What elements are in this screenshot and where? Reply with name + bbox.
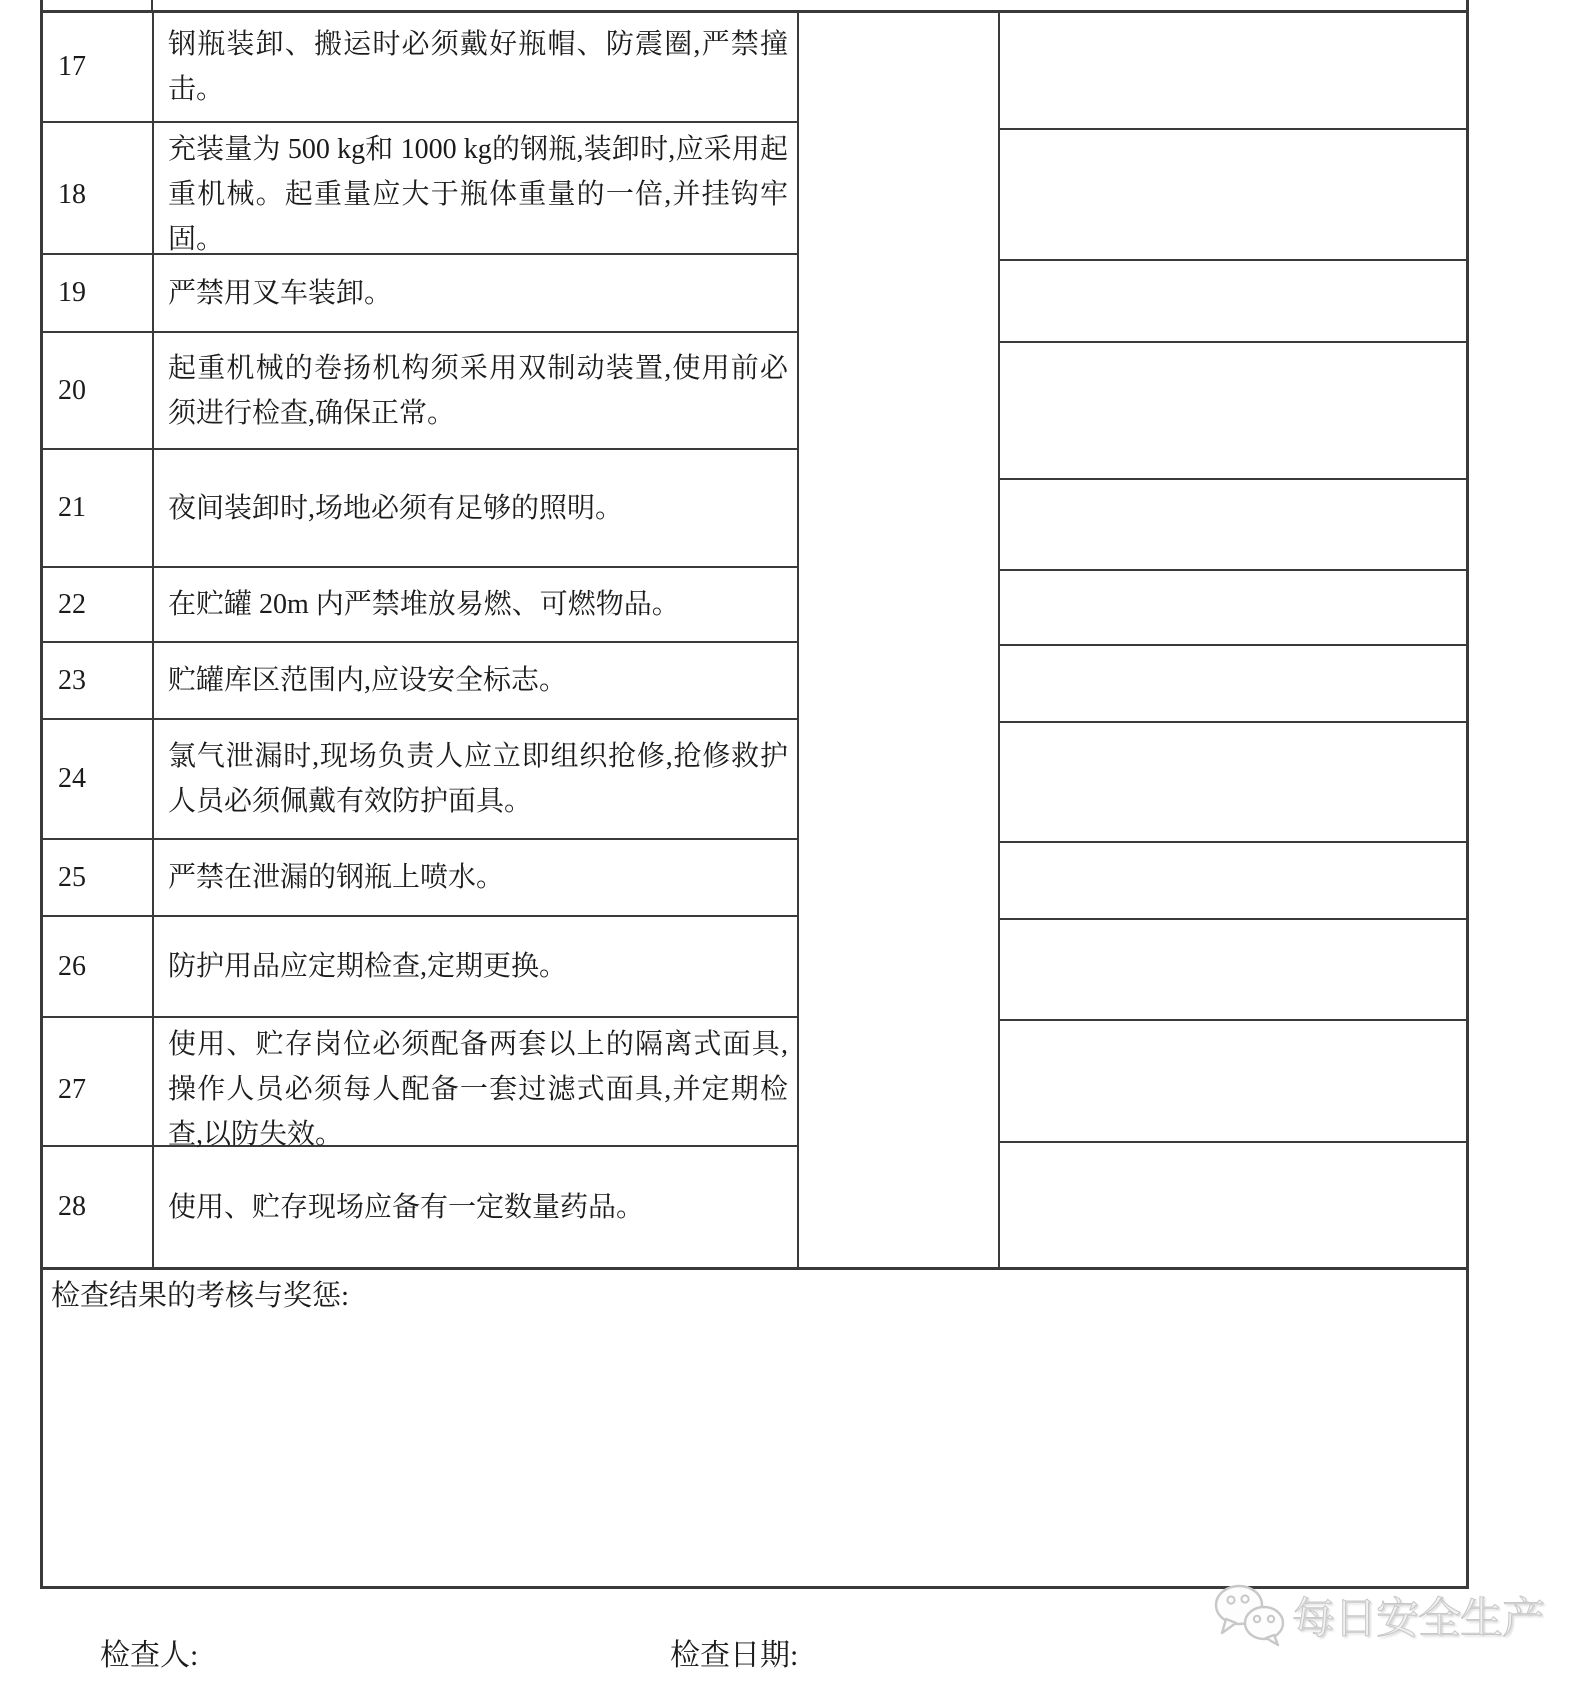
table-row [43, 123, 797, 255]
row-number-cell [43, 333, 154, 448]
row-text: 使用、贮存岗位必须配备两套以上的隔离式面具,操作人员必须每人配备一套过滤式面具,并定期检查,以防失效。 [168, 1029, 788, 1150]
table-row [43, 333, 797, 450]
row-number-cell [43, 1018, 154, 1161]
row-number: 21 [58, 492, 86, 523]
row-text: 钢瓶装卸、搬运时必须戴好瓶帽、防震圈,严禁撞击。 [168, 29, 788, 105]
result-column-merged-cell[interactable] [799, 13, 1000, 1267]
remarks-cell[interactable] [1000, 571, 1466, 646]
row-number: 17 [58, 51, 86, 82]
remarks-cell[interactable] [1000, 480, 1466, 571]
remarks-cell[interactable] [1000, 920, 1466, 1021]
table-row [43, 1147, 797, 1267]
remarks-cell[interactable] [1000, 843, 1466, 920]
remarks-cell[interactable] [1000, 1021, 1466, 1143]
remarks-cell[interactable] [1000, 1143, 1466, 1267]
row-text-cell [154, 917, 797, 1016]
table-row [43, 1018, 797, 1150]
row-text-cell [154, 1147, 797, 1267]
row-text: 防护用品应定期检查,定期更换。 [168, 951, 568, 982]
row-number: 20 [58, 374, 86, 406]
row-number-cell [43, 1147, 154, 1267]
row-text-cell [154, 720, 797, 838]
checklist-rows [43, 13, 799, 1267]
row-number: 26 [58, 950, 86, 982]
row-number-cell [43, 643, 154, 718]
assessment-label: 检查结果的考核与奖惩: [51, 1280, 350, 1312]
row-text: 在贮罐 20m 内严禁堆放易燃、可燃物品。 [168, 589, 680, 620]
table-row [43, 450, 797, 568]
wechat-icon [1212, 1583, 1292, 1647]
remarks-cell[interactable] [1000, 130, 1466, 261]
table-row [43, 255, 797, 333]
remarks-column [1000, 13, 1466, 1267]
row-number: 23 [58, 664, 86, 696]
row-number-cell [43, 450, 154, 566]
row-number: 19 [58, 277, 86, 308]
row-number: 27 [58, 1073, 86, 1105]
row-text-cell [154, 13, 797, 121]
row-number-cell [43, 720, 154, 838]
inspector-label: 检查人: [100, 1639, 199, 1672]
row-number-cell [43, 917, 154, 1016]
remarks-cell[interactable] [1000, 13, 1466, 130]
inspection-date-label: 检查日期: [670, 1639, 799, 1672]
remarks-cell[interactable] [1000, 261, 1466, 343]
row-number-cell [43, 568, 154, 641]
row-text-cell [154, 643, 797, 718]
row-number-cell [43, 13, 154, 121]
watermark-text: 每日安全生产 [1292, 1595, 1544, 1643]
row-number: 18 [58, 178, 86, 210]
remarks-cell[interactable] [1000, 646, 1466, 723]
row-number-cell [43, 255, 154, 331]
table-row [43, 13, 797, 123]
row-text: 使用、贮存现场应备有一定数量药品。 [168, 1191, 645, 1223]
row-text-cell [154, 450, 797, 566]
table-row [43, 568, 797, 643]
row-text: 氯气泄漏时,现场负责人应立即组织抢修,抢修救护人员必须佩戴有效防护面具。 [168, 741, 788, 817]
table-row [43, 720, 797, 840]
row-number: 22 [58, 588, 86, 620]
row-number-cell [43, 840, 154, 915]
row-text-cell [154, 333, 797, 448]
row-text: 充装量为 500 kg和 1000 kg的钢瓶,装卸时,应采用起重机械。起重量应大于瓶体重量的一倍,并挂钩牢固。 [168, 134, 788, 255]
table-row [43, 840, 797, 917]
row-text: 起重机械的卷扬机构须采用双制动装置,使用前必须进行检查,确保正常。 [168, 352, 788, 429]
row-number: 24 [58, 763, 86, 794]
row-text-cell [154, 1018, 797, 1161]
row-number: 28 [58, 1191, 86, 1222]
remarks-cell[interactable] [1000, 723, 1466, 843]
assessment-section[interactable] [43, 1267, 1466, 1586]
row-text: 严禁用叉车装卸。 [168, 277, 393, 309]
row-number: 25 [58, 861, 86, 893]
row-number-cell [43, 123, 154, 266]
table-row [43, 643, 797, 720]
row-text: 夜间装卸时,场地必须有足够的照明。 [168, 492, 624, 524]
row-text: 贮罐库区范围内,应设安全标志。 [168, 665, 568, 696]
row-text-cell [154, 255, 797, 331]
remarks-cell[interactable] [1000, 343, 1466, 480]
watermark [1212, 1583, 1544, 1647]
inspection-table [40, 10, 1469, 1589]
row-text: 严禁在泄漏的钢瓶上喷水。 [168, 862, 505, 893]
row-text-cell [154, 568, 797, 641]
row-text-cell [154, 123, 797, 266]
table-row [43, 917, 797, 1018]
row-text-cell [154, 840, 797, 915]
